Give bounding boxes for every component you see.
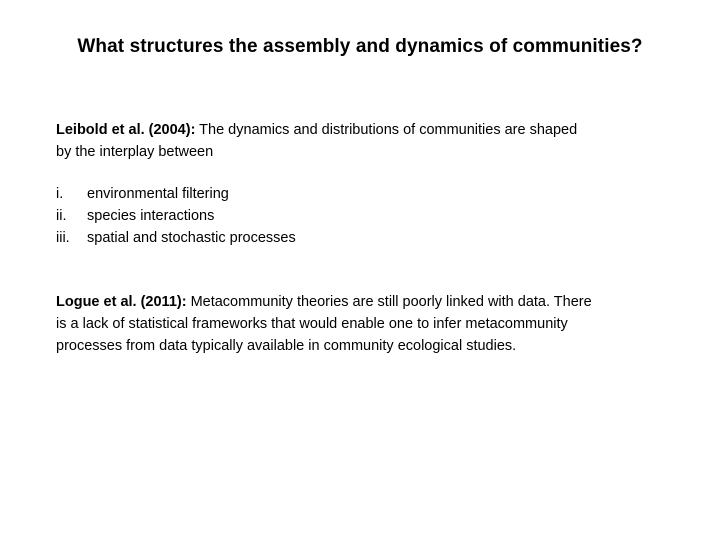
- list-item-number: i.: [56, 186, 64, 202]
- citation-logue: [56, 291, 596, 357]
- citation-leibold: [56, 119, 596, 163]
- list-item-number: ii.: [56, 208, 67, 224]
- list-item-text: species interactions: [87, 208, 215, 224]
- list-item-text: spatial and stochastic processes: [87, 230, 296, 246]
- list-item-text: environmental filtering: [87, 186, 229, 202]
- process-list: [56, 183, 596, 249]
- list-item-number: iii.: [56, 230, 70, 246]
- list-item: [56, 227, 596, 249]
- slide-title: What structures the assembly and dynamics of communities?: [77, 36, 643, 57]
- citation-author: Leibold et al. (2004):: [56, 122, 196, 138]
- list-item: [56, 205, 596, 227]
- citation-author: Logue et al. (2011):: [56, 294, 187, 310]
- list-item: [56, 183, 596, 205]
- citation-text: Metacommunity theories are still poorly linked with data. There is a lack of statistical frameworks that would enable one to infer metacommunity processes from data typically available in community ecological studies.: [56, 294, 592, 354]
- citation-text: The dynamics and distributions of communities are shaped by the interplay between: [56, 122, 578, 160]
